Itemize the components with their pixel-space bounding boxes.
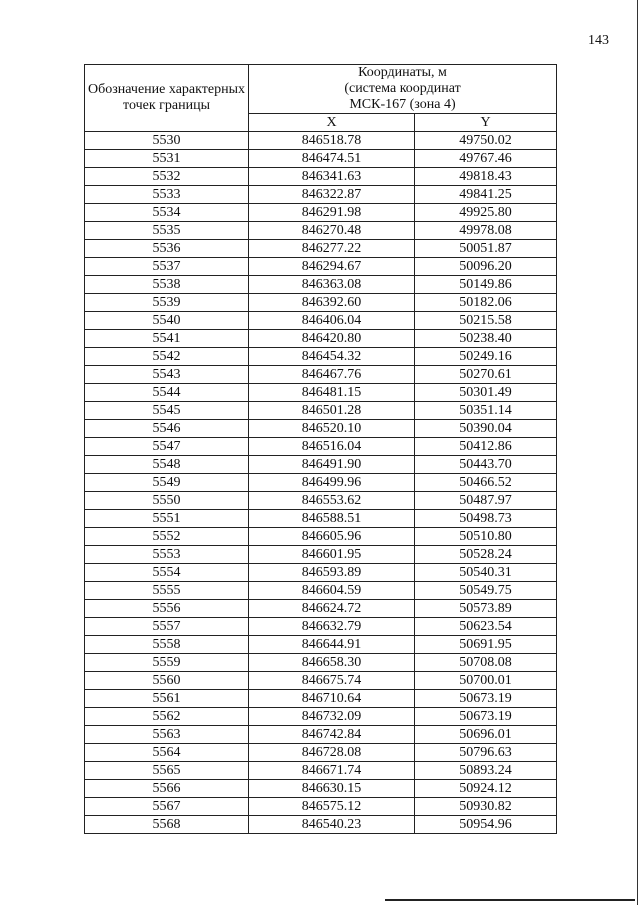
point-number-cell: 5536 [85,240,249,258]
table-row [85,366,557,384]
table-row [85,816,557,834]
y-coordinate-cell: 50549.75 [415,582,557,600]
table-row [85,582,557,600]
x-coordinate-cell: 846671.74 [249,762,415,780]
x-coordinate-cell: 846593.89 [249,564,415,582]
table-row [85,222,557,240]
y-coordinate-cell: 50691.95 [415,636,557,654]
header-coordinates-line1: Координаты, м [358,65,447,80]
x-coordinate-cell: 846632.79 [249,618,415,636]
x-coordinate-cell: 846501.28 [249,402,415,420]
header-point-designation [85,65,249,132]
x-coordinate-cell: 846588.51 [249,510,415,528]
point-number-cell: 5553 [85,546,249,564]
point-number-cell: 5547 [85,438,249,456]
x-coordinate-cell: 846604.59 [249,582,415,600]
header-coordinates-line3: МСК-167 (зона 4) [349,97,456,112]
page-number: 143 [588,33,609,48]
table-row [85,456,557,474]
coordinates-table [84,64,557,834]
x-coordinate-cell: 846270.48 [249,222,415,240]
point-number-cell: 5565 [85,762,249,780]
point-number-cell: 5562 [85,708,249,726]
point-number-cell: 5566 [85,780,249,798]
x-coordinate-cell: 846605.96 [249,528,415,546]
point-number-cell: 5554 [85,564,249,582]
y-coordinate-cell: 50443.70 [415,456,557,474]
point-number-cell: 5534 [85,204,249,222]
x-coordinate-cell: 846742.84 [249,726,415,744]
header-x: X [249,114,415,132]
table-row [85,258,557,276]
point-number-cell: 5543 [85,366,249,384]
table-row [85,618,557,636]
table-row [85,150,557,168]
table-row [85,204,557,222]
y-coordinate-cell: 50528.24 [415,546,557,564]
point-number-cell: 5550 [85,492,249,510]
y-coordinate-cell: 50301.49 [415,384,557,402]
point-number-cell: 5532 [85,168,249,186]
y-coordinate-cell: 50696.01 [415,726,557,744]
point-number-cell: 5533 [85,186,249,204]
table-row [85,186,557,204]
x-coordinate-cell: 846341.63 [249,168,415,186]
table-row [85,348,557,366]
x-coordinate-cell: 846363.08 [249,276,415,294]
y-coordinate-cell: 49925.80 [415,204,557,222]
x-coordinate-cell: 846454.32 [249,348,415,366]
point-number-cell: 5539 [85,294,249,312]
x-coordinate-cell: 846420.80 [249,330,415,348]
header-y: Y [415,114,557,132]
point-number-cell: 5544 [85,384,249,402]
table-row [85,312,557,330]
table-row [85,132,557,150]
table-row [85,438,557,456]
page-edge-line [637,0,638,905]
table-row [85,726,557,744]
table-row [85,672,557,690]
point-number-cell: 5568 [85,816,249,834]
x-coordinate-cell: 846481.15 [249,384,415,402]
x-coordinate-cell: 846540.23 [249,816,415,834]
y-coordinate-cell: 50498.73 [415,510,557,528]
point-number-cell: 5558 [85,636,249,654]
point-number-cell: 5530 [85,132,249,150]
y-coordinate-cell: 50924.12 [415,780,557,798]
table-row [85,240,557,258]
table-row [85,330,557,348]
x-coordinate-cell: 846518.78 [249,132,415,150]
x-coordinate-cell: 846491.90 [249,456,415,474]
point-number-cell: 5541 [85,330,249,348]
y-coordinate-cell: 50954.96 [415,816,557,834]
x-coordinate-cell: 846474.51 [249,150,415,168]
y-coordinate-cell: 50096.20 [415,258,557,276]
table-row [85,798,557,816]
y-coordinate-cell: 50466.52 [415,474,557,492]
point-number-cell: 5552 [85,528,249,546]
point-number-cell: 5549 [85,474,249,492]
y-coordinate-cell: 50540.31 [415,564,557,582]
y-coordinate-cell: 50673.19 [415,690,557,708]
header-coordinates [249,65,557,114]
y-coordinate-cell: 50893.24 [415,762,557,780]
point-number-cell: 5537 [85,258,249,276]
point-number-cell: 5548 [85,456,249,474]
point-number-cell: 5551 [85,510,249,528]
x-coordinate-cell: 846291.98 [249,204,415,222]
y-coordinate-cell: 50270.61 [415,366,557,384]
point-number-cell: 5531 [85,150,249,168]
table-row [85,276,557,294]
table-row [85,402,557,420]
x-coordinate-cell: 846520.10 [249,420,415,438]
y-coordinate-cell: 50487.97 [415,492,557,510]
table-row [85,600,557,618]
point-number-cell: 5567 [85,798,249,816]
table-row [85,474,557,492]
table-row [85,420,557,438]
y-coordinate-cell: 49841.25 [415,186,557,204]
x-coordinate-cell: 846630.15 [249,780,415,798]
x-coordinate-cell: 846710.64 [249,690,415,708]
point-number-cell: 5560 [85,672,249,690]
header-point-text: Обозначение характерных точек границы [88,82,245,113]
point-number-cell: 5545 [85,402,249,420]
y-coordinate-cell: 50238.40 [415,330,557,348]
x-coordinate-cell: 846644.91 [249,636,415,654]
table-row [85,546,557,564]
x-coordinate-cell: 846277.22 [249,240,415,258]
table-row [85,690,557,708]
table-row [85,384,557,402]
x-coordinate-cell: 846675.74 [249,672,415,690]
x-coordinate-cell: 846728.08 [249,744,415,762]
x-coordinate-cell: 846553.62 [249,492,415,510]
y-coordinate-cell: 49818.43 [415,168,557,186]
point-number-cell: 5546 [85,420,249,438]
table-row [85,654,557,672]
table-row [85,780,557,798]
point-number-cell: 5538 [85,276,249,294]
point-number-cell: 5556 [85,600,249,618]
x-coordinate-cell: 846392.60 [249,294,415,312]
x-coordinate-cell: 846732.09 [249,708,415,726]
table-row [85,564,557,582]
table-row [85,492,557,510]
table-row [85,708,557,726]
x-coordinate-cell: 846624.72 [249,600,415,618]
y-coordinate-cell: 49750.02 [415,132,557,150]
bottom-rule [385,899,635,901]
y-coordinate-cell: 50351.14 [415,402,557,420]
y-coordinate-cell: 50673.19 [415,708,557,726]
x-coordinate-cell: 846467.76 [249,366,415,384]
table-row [85,762,557,780]
x-coordinate-cell: 846294.67 [249,258,415,276]
x-coordinate-cell: 846322.87 [249,186,415,204]
point-number-cell: 5557 [85,618,249,636]
y-coordinate-cell: 50510.80 [415,528,557,546]
header-coordinates-line2: (система координат [344,81,461,96]
point-number-cell: 5542 [85,348,249,366]
point-number-cell: 5559 [85,654,249,672]
y-coordinate-cell: 50051.87 [415,240,557,258]
point-number-cell: 5555 [85,582,249,600]
point-number-cell: 5563 [85,726,249,744]
y-coordinate-cell: 50412.86 [415,438,557,456]
x-coordinate-cell: 846658.30 [249,654,415,672]
y-coordinate-cell: 50930.82 [415,798,557,816]
y-coordinate-cell: 50182.06 [415,294,557,312]
y-coordinate-cell: 50149.86 [415,276,557,294]
table-row [85,510,557,528]
point-number-cell: 5564 [85,744,249,762]
x-coordinate-cell: 846601.95 [249,546,415,564]
point-number-cell: 5535 [85,222,249,240]
table-row [85,168,557,186]
table-row [85,744,557,762]
table-row [85,636,557,654]
y-coordinate-cell: 49978.08 [415,222,557,240]
y-coordinate-cell: 49767.46 [415,150,557,168]
y-coordinate-cell: 50708.08 [415,654,557,672]
y-coordinate-cell: 50700.01 [415,672,557,690]
y-coordinate-cell: 50796.63 [415,744,557,762]
y-coordinate-cell: 50215.58 [415,312,557,330]
y-coordinate-cell: 50249.16 [415,348,557,366]
point-number-cell: 5540 [85,312,249,330]
x-coordinate-cell: 846516.04 [249,438,415,456]
table-row [85,294,557,312]
y-coordinate-cell: 50573.89 [415,600,557,618]
y-coordinate-cell: 50390.04 [415,420,557,438]
table-row [85,528,557,546]
y-coordinate-cell: 50623.54 [415,618,557,636]
x-coordinate-cell: 846499.96 [249,474,415,492]
x-coordinate-cell: 846406.04 [249,312,415,330]
x-coordinate-cell: 846575.12 [249,798,415,816]
point-number-cell: 5561 [85,690,249,708]
